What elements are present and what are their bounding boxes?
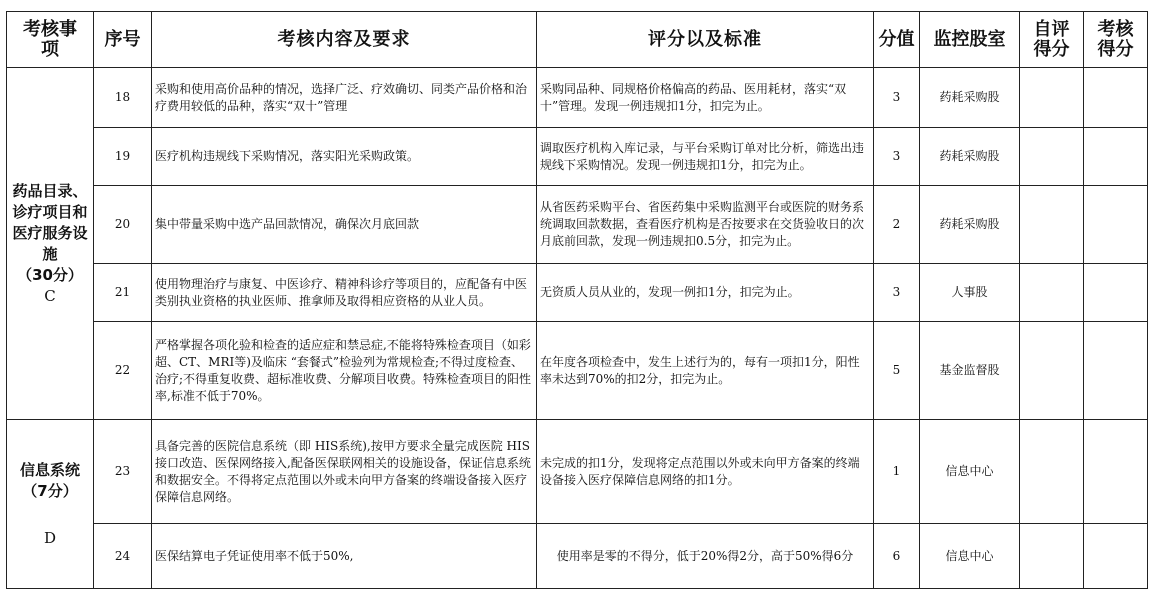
assess-score-cell[interactable] — [1084, 128, 1148, 186]
dept-cell: 信息中心 — [920, 524, 1020, 589]
assess-score-cell[interactable] — [1084, 186, 1148, 264]
dept-cell: 基金监督股 — [920, 322, 1020, 420]
category-name: 药品目录、诊疗项目和医疗服务设施 — [12, 181, 88, 263]
content-cell: 集中带量采购中选产品回款情况，确保次月底回款 — [152, 186, 537, 264]
seq-cell: 20 — [94, 186, 152, 264]
header-row — [7, 12, 1148, 68]
self-score-cell[interactable] — [1020, 524, 1084, 589]
content-cell: 具备完善的医院信息系统（即 HIS系统),按甲方要求全量完成医院 HIS接口改造、医保网络接入,配备医保联网相关的设施设备，保证信息系统和数据安全。不得将定点范围以外或未向甲方备案的终端设备接入医疗保障信息网络。 — [152, 420, 537, 524]
table-row — [7, 264, 1148, 322]
seq-cell: 24 — [94, 524, 152, 589]
self-score-cell[interactable] — [1020, 128, 1084, 186]
score-cell: 2 — [874, 186, 920, 264]
criteria-cell: 无资质人员从业的，发现一例扣1分，扣完为止。 — [537, 264, 874, 322]
assess-score-cell[interactable] — [1084, 524, 1148, 589]
self-score-cell[interactable] — [1020, 322, 1084, 420]
category-code: C — [44, 286, 56, 305]
content-cell: 医疗机构违规线下采购情况，落实阳光采购政策。 — [152, 128, 537, 186]
dept-cell: 信息中心 — [920, 420, 1020, 524]
category-points: （7分） — [22, 481, 78, 500]
assess-score-cell[interactable] — [1084, 264, 1148, 322]
header-assess-score: 考核得分 — [1084, 12, 1148, 68]
table-row — [7, 68, 1148, 128]
assess-score-cell[interactable] — [1084, 68, 1148, 128]
score-cell: 3 — [874, 264, 920, 322]
seq-cell: 18 — [94, 68, 152, 128]
header-seq: 序号 — [94, 12, 152, 68]
category-cell — [7, 420, 94, 589]
table-row — [7, 128, 1148, 186]
table-row — [7, 524, 1148, 589]
self-score-cell[interactable] — [1020, 186, 1084, 264]
self-score-cell[interactable] — [1020, 68, 1084, 128]
content-cell: 采购和使用高价品种的情况，选择广泛、疗效确切、同类产品价格和治疗费用较低的品种，落实“双十”管理 — [152, 68, 537, 128]
header-criteria: 评分以及标准 — [537, 12, 874, 68]
content-cell: 使用物理治疗与康复、中医诊疗、精神科诊疗等项目的，应配备有中医类别执业资格的执业医师、推拿师及取得相应资格的从业人员。 — [152, 264, 537, 322]
header-self-score: 自评得分 — [1020, 12, 1084, 68]
self-score-cell[interactable] — [1020, 420, 1084, 524]
category-name: 信息系统 — [19, 460, 80, 479]
score-cell: 6 — [874, 524, 920, 589]
criteria-cell: 在年度各项检查中，发生上述行为的，每有一项扣1分，阳性率未达到70%的扣2分，扣完为止。 — [537, 322, 874, 420]
criteria-cell: 调取医疗机构入库记录，与平台采购订单对比分析，筛选出违规线下采购情况。发现一例违规扣1分，扣完为止。 — [537, 128, 874, 186]
table-row — [7, 322, 1148, 420]
score-cell: 3 — [874, 68, 920, 128]
header-dept: 监控股室 — [920, 12, 1020, 68]
assessment-table — [6, 11, 1148, 589]
header-score: 分值 — [874, 12, 920, 68]
category-cell — [7, 68, 94, 420]
header-category: 考核事项 — [7, 12, 94, 68]
table-row — [7, 186, 1148, 264]
table-row — [7, 420, 1148, 524]
assess-score-cell[interactable] — [1084, 322, 1148, 420]
content-cell: 医保结算电子凭证使用率不低于50%, — [152, 524, 537, 589]
content-cell: 严格掌握各项化验和检查的适应症和禁忌症,不能将特殊检查项目（如彩超、CT、MRI等)及临床 “套餐式”检验列为常规检查;不得过度检查、治疗;不得重复收费、超标准收费、分解项目收费。特殊检查项目的阳性率,标准不低于70%。 — [152, 322, 537, 420]
seq-cell: 19 — [94, 128, 152, 186]
score-cell: 3 — [874, 128, 920, 186]
assess-score-cell[interactable] — [1084, 420, 1148, 524]
criteria-cell: 采购同品种、同规格价格偏高的药品、医用耗材，落实“双十”管理。发现一例违规扣1分，扣完为止。 — [537, 68, 874, 128]
dept-cell: 药耗采购股 — [920, 128, 1020, 186]
dept-cell: 人事股 — [920, 264, 1020, 322]
dept-cell: 药耗采购股 — [920, 186, 1020, 264]
score-cell: 1 — [874, 420, 920, 524]
category-code: D — [43, 528, 57, 547]
seq-cell: 22 — [94, 322, 152, 420]
score-cell: 5 — [874, 322, 920, 420]
dept-cell: 药耗采购股 — [920, 68, 1020, 128]
header-content: 考核内容及要求 — [152, 12, 537, 68]
criteria-cell: 从省医药采购平台、省医药集中采购监测平台或医院的财务系统调取回款数据，查看医疗机构是否按要求在交货验收日的次月底前回款，发现一例违规扣0.5分，扣完为止。 — [537, 186, 874, 264]
criteria-cell: 使用率是零的不得分，低于20%得2分，高于50%得6分 — [537, 524, 874, 589]
category-points: （30分） — [17, 265, 83, 284]
criteria-cell: 未完成的扣1分，发现将定点范围以外或未向甲方备案的终端设备接入医疗保障信息网络的扣1分。 — [537, 420, 874, 524]
seq-cell: 23 — [94, 420, 152, 524]
self-score-cell[interactable] — [1020, 264, 1084, 322]
seq-cell: 21 — [94, 264, 152, 322]
